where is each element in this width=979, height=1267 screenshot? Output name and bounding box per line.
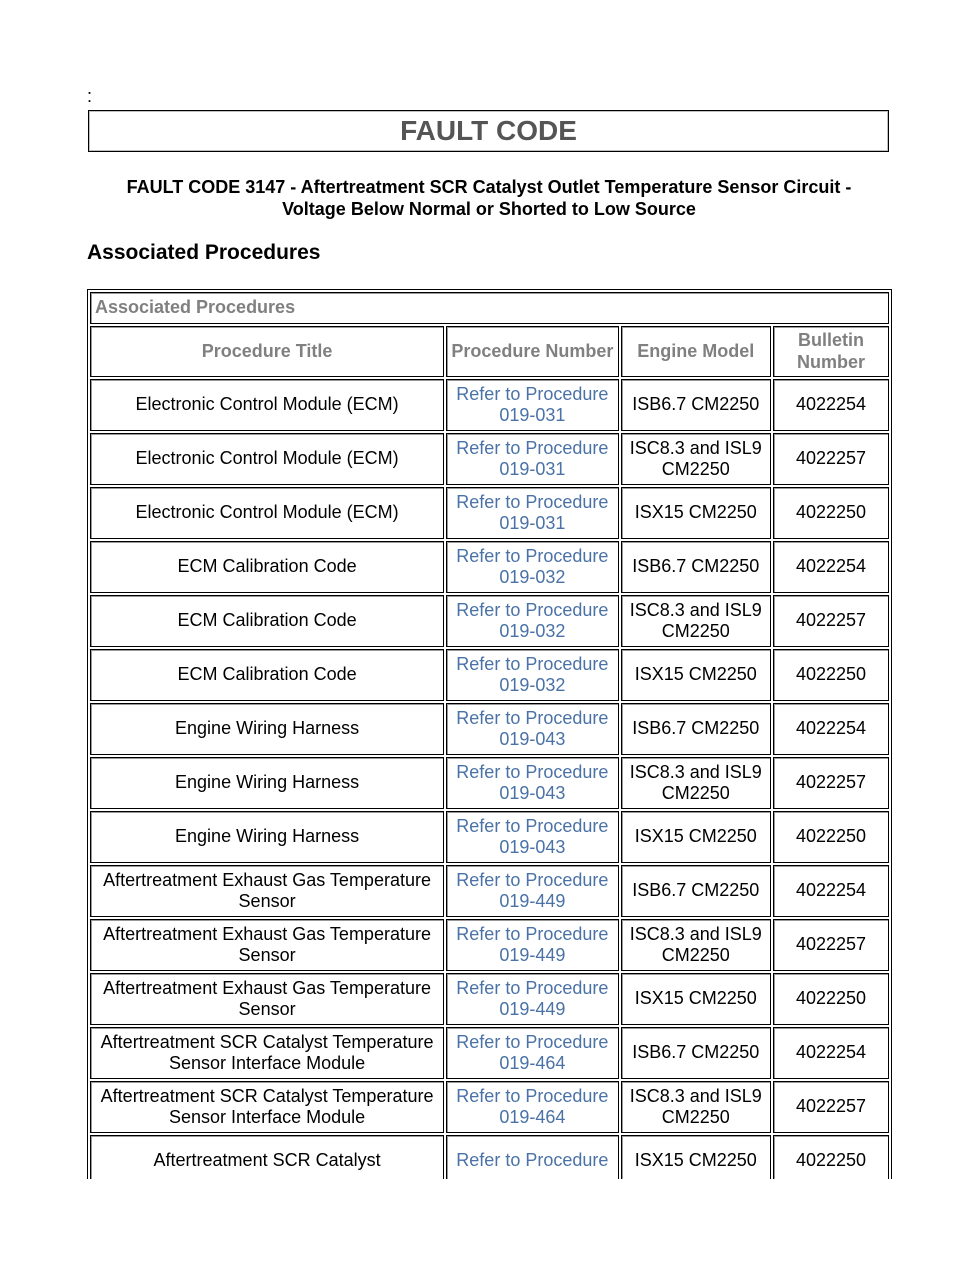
bulletin-number-cell: 4022250 — [773, 1135, 889, 1179]
procedure-number-cell — [446, 379, 618, 431]
procedure-number-cell — [446, 919, 618, 971]
procedure-link-text: Refer to Procedure — [456, 599, 609, 620]
procedure-link[interactable] — [456, 384, 608, 426]
procedure-number-cell — [446, 811, 618, 863]
procedure-number-cell — [446, 757, 618, 809]
procedure-link-text: Refer to Procedure — [456, 383, 609, 404]
procedure-link[interactable] — [456, 762, 608, 804]
fault-code-title-line1: FAULT CODE 3147 - Aftertreatment SCR Catalyst Outlet Temperature Sensor Circuit - — [126, 177, 852, 197]
procedure-link-text: Refer to Procedure — [456, 707, 609, 728]
procedure-link-number: 019-449 — [499, 891, 566, 911]
engine-model-cell: ISX15 CM2250 — [621, 649, 771, 701]
procedure-link[interactable] — [456, 654, 608, 696]
engine-model-cell: ISB6.7 CM2250 — [621, 1027, 771, 1079]
bulletin-number-cell: 4022257 — [773, 595, 889, 647]
procedure-number-cell — [446, 973, 618, 1025]
procedure-number-cell — [446, 1135, 618, 1179]
procedure-link[interactable] — [456, 978, 608, 1020]
procedure-number-cell — [446, 541, 618, 593]
table-row — [90, 919, 889, 971]
table-row — [90, 1081, 889, 1133]
engine-model-cell: ISB6.7 CM2250 — [621, 541, 771, 593]
procedure-link[interactable] — [456, 924, 608, 966]
procedure-link-text: Refer to Procedure — [456, 1085, 609, 1106]
procedure-title-cell: Aftertreatment Exhaust Gas Temperature Sensor — [90, 919, 444, 971]
bulletin-number-cell: 4022254 — [773, 865, 889, 917]
procedure-link[interactable] — [456, 492, 608, 534]
procedure-link-text: Refer to Procedure — [456, 977, 609, 998]
bulletin-number-cell: 4022257 — [773, 1081, 889, 1133]
procedure-link-number: 019-449 — [499, 945, 566, 965]
header-procedure-number: Procedure Number — [446, 326, 618, 377]
procedure-number-cell — [446, 433, 618, 485]
engine-model-cell: ISC8.3 and ISL9 CM2250 — [621, 595, 771, 647]
procedure-link-number: 019-031 — [499, 513, 566, 533]
fault-code-title — [88, 176, 890, 220]
table-row — [90, 865, 889, 917]
engine-model-cell: ISX15 CM2250 — [621, 487, 771, 539]
procedure-link[interactable] — [456, 600, 608, 642]
procedure-number-cell — [446, 487, 618, 539]
procedure-title-cell: ECM Calibration Code — [90, 595, 444, 647]
procedures-table-wrapper — [87, 289, 892, 1179]
procedure-link-number: 019-031 — [499, 405, 566, 425]
procedure-title-cell: Electronic Control Module (ECM) — [90, 487, 444, 539]
table-row — [90, 757, 889, 809]
procedure-link-text: Refer to Procedure — [456, 1150, 609, 1171]
procedure-link-text: Refer to Procedure — [456, 437, 609, 458]
procedure-link-text: Refer to Procedure — [456, 1031, 609, 1052]
procedure-number-cell — [446, 1027, 618, 1079]
table-body — [90, 379, 889, 1179]
procedure-number-cell — [446, 1081, 618, 1133]
procedure-link[interactable] — [456, 870, 608, 912]
procedure-title-cell: Aftertreatment SCR Catalyst Temperature Sensor Interface Module — [90, 1081, 444, 1133]
procedure-link-text: Refer to Procedure — [456, 761, 609, 782]
table-row — [90, 649, 889, 701]
header-bulletin-number: Bulletin Number — [773, 326, 889, 377]
procedures-table — [87, 289, 892, 1179]
procedure-link-text: Refer to Procedure — [456, 545, 609, 566]
procedure-title-cell: Aftertreatment Exhaust Gas Temperature Sensor — [90, 973, 444, 1025]
table-row — [90, 541, 889, 593]
procedure-link-text: Refer to Procedure — [456, 815, 609, 836]
bulletin-number-cell: 4022257 — [773, 919, 889, 971]
bulletin-number-cell: 4022257 — [773, 757, 889, 809]
procedure-link-number: 019-043 — [499, 837, 566, 857]
procedure-title-cell: Electronic Control Module (ECM) — [90, 433, 444, 485]
procedure-number-cell — [446, 865, 618, 917]
bulletin-number-cell: 4022257 — [773, 433, 889, 485]
bulletin-number-cell: 4022254 — [773, 703, 889, 755]
engine-model-cell: ISB6.7 CM2250 — [621, 379, 771, 431]
procedure-link[interactable] — [456, 438, 608, 480]
procedure-link-number: 019-032 — [499, 675, 566, 695]
bulletin-number-cell: 4022250 — [773, 811, 889, 863]
bulletin-number-cell: 4022254 — [773, 1027, 889, 1079]
procedure-link[interactable] — [456, 816, 608, 858]
procedure-link-text: Refer to Procedure — [456, 869, 609, 890]
procedure-link-number: 019-043 — [499, 729, 566, 749]
bulletin-number-cell: 4022250 — [773, 649, 889, 701]
procedure-link[interactable] — [456, 1150, 608, 1170]
procedure-link[interactable] — [456, 1086, 608, 1128]
procedure-link-number: 019-032 — [499, 621, 566, 641]
engine-model-cell: ISC8.3 and ISL9 CM2250 — [621, 757, 771, 809]
procedure-link-number: 019-464 — [499, 1053, 566, 1073]
procedure-link-number: 019-043 — [499, 783, 566, 803]
procedure-title-cell: Aftertreatment SCR Catalyst — [90, 1135, 444, 1179]
engine-model-cell: ISC8.3 and ISL9 CM2250 — [621, 919, 771, 971]
table-row — [90, 595, 889, 647]
engine-model-cell: ISC8.3 and ISL9 CM2250 — [621, 1081, 771, 1133]
table-row — [90, 1135, 889, 1179]
procedure-title-cell: Engine Wiring Harness — [90, 757, 444, 809]
engine-model-cell: ISX15 CM2250 — [621, 1135, 771, 1179]
procedure-link[interactable] — [456, 546, 608, 588]
fault-code-title-line2: Voltage Below Normal or Shorted to Low Source — [282, 199, 696, 219]
engine-model-cell: ISB6.7 CM2250 — [621, 865, 771, 917]
procedure-link-text: Refer to Procedure — [456, 923, 609, 944]
bulletin-number-cell: 4022254 — [773, 379, 889, 431]
engine-model-cell: ISX15 CM2250 — [621, 811, 771, 863]
page-prefix: : — [87, 86, 93, 106]
engine-model-cell: ISC8.3 and ISL9 CM2250 — [621, 433, 771, 485]
table-row — [90, 433, 889, 485]
procedure-title-cell: Aftertreatment SCR Catalyst Temperature Sensor Interface Module — [90, 1027, 444, 1079]
bulletin-number-cell: 4022254 — [773, 541, 889, 593]
procedure-link-number: 019-464 — [499, 1107, 566, 1127]
procedure-number-cell — [446, 703, 618, 755]
table-row — [90, 379, 889, 431]
table-row — [90, 811, 889, 863]
fault-code-banner: FAULT CODE — [88, 110, 889, 152]
procedure-link[interactable] — [456, 708, 608, 750]
bulletin-number-cell: 4022250 — [773, 487, 889, 539]
procedure-link[interactable] — [456, 1032, 608, 1074]
engine-model-cell: ISB6.7 CM2250 — [621, 703, 771, 755]
procedure-title-cell: ECM Calibration Code — [90, 541, 444, 593]
table-row — [90, 973, 889, 1025]
engine-model-cell: ISX15 CM2250 — [621, 973, 771, 1025]
procedure-link-number: 019-449 — [499, 999, 566, 1019]
table-row — [90, 1027, 889, 1079]
procedure-number-cell — [446, 649, 618, 701]
procedure-link-text: Refer to Procedure — [456, 491, 609, 512]
procedure-link-text: Refer to Procedure — [456, 653, 609, 674]
procedure-title-cell: ECM Calibration Code — [90, 649, 444, 701]
bulletin-number-cell: 4022250 — [773, 973, 889, 1025]
procedure-link-number: 019-032 — [499, 567, 566, 587]
table-row — [90, 703, 889, 755]
header-engine-model: Engine Model — [621, 326, 771, 377]
procedure-title-cell: Engine Wiring Harness — [90, 811, 444, 863]
table-row — [90, 487, 889, 539]
procedure-title-cell: Engine Wiring Harness — [90, 703, 444, 755]
header-procedure-title: Procedure Title — [90, 326, 444, 377]
procedure-title-cell: Electronic Control Module (ECM) — [90, 379, 444, 431]
table-caption: Associated Procedures — [90, 292, 889, 324]
procedure-number-cell — [446, 595, 618, 647]
section-heading: Associated Procedures — [87, 241, 321, 264]
procedure-link-number: 019-031 — [499, 459, 566, 479]
procedure-title-cell: Aftertreatment Exhaust Gas Temperature Sensor — [90, 865, 444, 917]
